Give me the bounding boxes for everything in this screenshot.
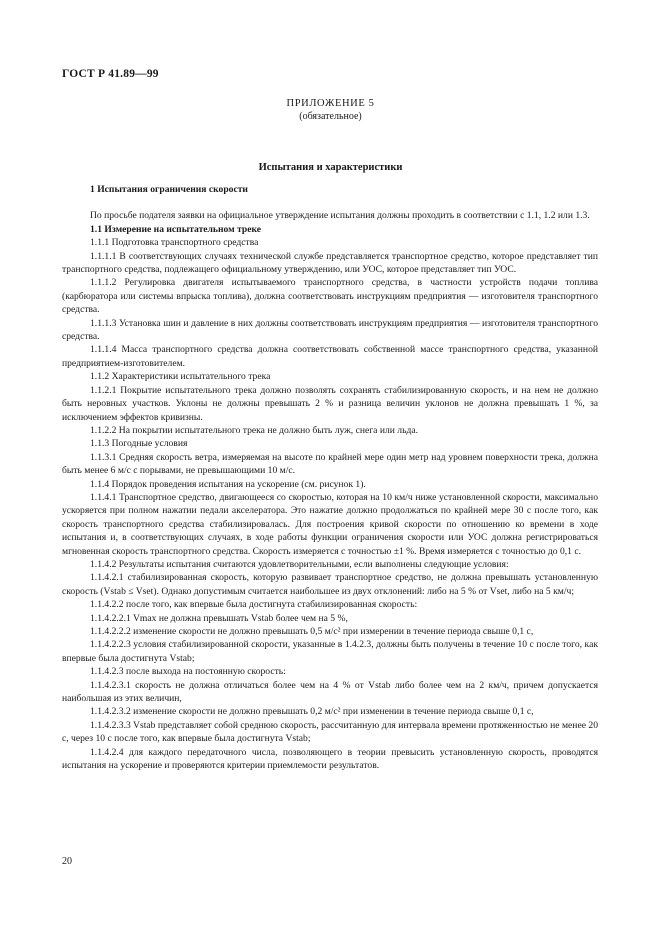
paragraph: 1.1.1 Подготовка транспортного средства [90, 237, 259, 249]
paragraph: 1.1.3 Погодные условия [90, 438, 188, 450]
paragraph: 1.1.4 Порядок проведения испытания на ускорение (см. рисунок 1). [90, 478, 366, 490]
paragraph: 1.1.4.2.2.3 условия стабилизированной скорости, указанные в 1.4.2.3, должны быть получены в течение 10 с после того, как впервые была достигнута Vstab; [62, 639, 598, 664]
paragraph: 1.1.4.2.1 стабилизированная скорость, которую развивает транспортное средство, не должна превышать установленную скорость (Vstab ≤ Vset). Однако допустимым считается наибольшее из двух отклонений: либо на 5 % от Vset, либо на 5 км/ч; [62, 572, 598, 597]
paragraph: 1.1.1.3 Установка шин и давление в них должны соответствовать инструкциям предприятия — изготовителя транспортного средства. [62, 317, 598, 343]
paragraph: 1.1.1.2 Регулировка двигателя испытываемого транспортного средства, в частности устройств подачи топлива (карбюратора или системы впрыска топлива), должна соответствовать инструкциям предприятия — изготовителя транспортного средства. [62, 277, 598, 316]
appendix-title: ПРИЛОЖЕНИЕ 5 [286, 98, 375, 109]
paragraph: 1.1.4.2.3.2 изменение скорости не должно превышать 0,2 м/с² при изменении в течение периода свыше 0,1 с, [90, 706, 534, 718]
subheading: 1 Испытания ограничения скорости [90, 184, 248, 195]
appendix-subtitle: (обязательное) [299, 111, 362, 122]
paragraph: 1.1.4.2.2.1 Vmax не должна превышать Vstab более чем на 5 %, [90, 612, 348, 624]
paragraph: 1.1.2.2 На покрытии испытательного трека не должно быть луж, снега или льда. [90, 424, 418, 436]
body-text [62, 183, 598, 772]
paragraph: 1.1.4.1 Транспортное средство, двигающееся со скоростью, которая на 10 км/ч ниже установленной скорости, максимально ускоряется при полном нажатии педали акселератора. Это нажатие должно продолжаться по крайней мере 30 с после того, как скорость транспортного средства стабилизировалась. Для построения кривой скорости по отношению ко времени в ходе испытания и, в соответствующих случаях, в ходе работы функции ограничения скорости или УОС должна регистрироваться мгновенная скорость транспортного средства. Скорость измеряется с точностью ±1 %. Время измеряется с точностью до 0,1 с. [62, 491, 598, 557]
paragraph: 1.1.3.1 Средняя скорость ветра, измеряемая на высоте по крайней мере один метр над уровнем поверхности трека, должна быть менее 6 м/с с порывами, не превышающими 10 м/с. [62, 451, 598, 477]
section-title: Испытания и характеристики [258, 162, 403, 173]
paragraph: 1.1.4.2.2 после того, как впервые была достигнута стабилизированная скорость: [90, 599, 418, 611]
paragraph: 1.1.4.2.2.2 изменение скорости не должно превышать 0,5 м/с² при измерении в течение периода свыше 0,1 с, [90, 626, 534, 637]
paragraph: 1.1.2 Характеристики испытательного трека [90, 371, 271, 383]
paragraph: 1.1.2.1 Покрытие испытательного трека должно позволять сохранять стабилизированную скорость, и на нем не должно быть неровных участков. Уклоны не должны превышать 2 % и разница величин уклонов не должна превышать 1 %, за исключением эффектов кривизны. [62, 384, 598, 423]
paragraph: 1.1.4.2.3.1 скорость не должна отличаться более чем на 4 % от Vstab либо более чем на 2 км/ч, причем допускается наибольшая из этих величин, [62, 679, 598, 705]
subheading: 1.1 Измерение на испытательном треке [90, 223, 262, 235]
document-header: ГОСТ Р 41.89—99 [62, 68, 159, 80]
page-number: 20 [62, 856, 72, 867]
paragraph: 1.1.4.2.4 для каждого передаточного числа, позволяющего в теории превысить установленную скорость, проводятся испытания на ускорение и проверяются критерии приемлемости результатов. [62, 746, 598, 772]
paragraph: 1.1.4.2.3 после выхода на постоянную скорость: [90, 666, 286, 678]
paragraph: 1.1.1.4 Масса транспортного средства должна соответствовать собственной массе транспортного средства, указанной предприятием-изготовителем. [62, 344, 598, 369]
paragraph: По просьбе подателя заявки на официальное утверждение испытания должны проходить в соответствии с 1.1, 1.2 или 1.3. [90, 210, 590, 222]
paragraph: 1.1.4.2 Результаты испытания считаются удовлетворительными, если выполнены следующие условия: [90, 558, 509, 570]
paragraph: 1.1.4.2.3.3 Vstab представляет собой среднюю скорость, рассчитанную для интервала времени протяженностью не менее 20 с, через 10 с после того, как впервые была достигнута Vstab; [62, 719, 598, 745]
paragraph: 1.1.1.1 В соответствующих случаях технической службе представляется транспортное средство, которое представляет тип транспортного средства, подлежащего официальному утверждению, или УОС, которое представляет тип УОС. [62, 250, 598, 276]
